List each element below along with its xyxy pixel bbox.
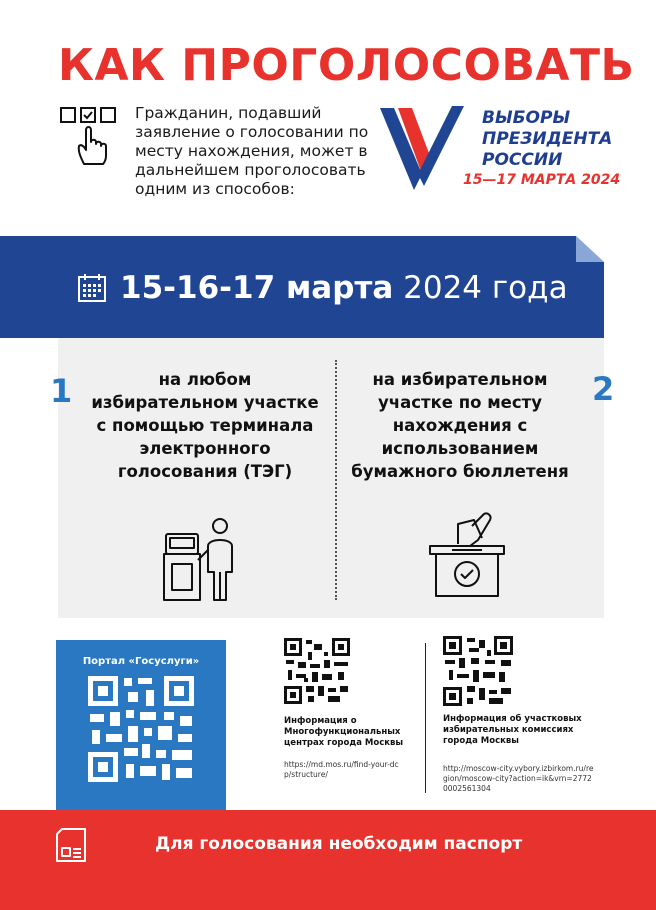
voting-dates-year: 2024 года	[403, 270, 568, 306]
ballot-box-icon	[428, 510, 506, 600]
voting-terminal-icon	[160, 516, 240, 604]
uik-caption: Информация об участковых избирательных комиссиях города Москвы	[443, 714, 582, 746]
method-1-number: 1	[50, 372, 73, 410]
footer-banner	[0, 810, 656, 910]
page-title: КАК ПРОГОЛОСОВАТЬ	[58, 40, 635, 91]
method-2-number: 2	[592, 370, 615, 408]
uik-link[interactable]: http://moscow-city.vybory.izbirkom.ru/region/moscow-city?action=ik&vrn=27720002561304	[443, 764, 594, 793]
mfc-link[interactable]: https://md.mos.ru/find-your-dcp/structure/	[284, 760, 399, 779]
checkbox-hand-icon	[60, 106, 126, 168]
election-v-logo-icon	[378, 104, 468, 194]
election-logo-text	[482, 108, 612, 171]
gosuslugi-label: Портал «Госуслуги»	[82, 656, 200, 667]
mfc-qr-icon[interactable]	[284, 638, 350, 704]
page-fold-icon	[576, 236, 606, 262]
uik-qr-icon[interactable]	[443, 636, 513, 706]
election-dates: 15—17 МАРТА 2024	[463, 172, 621, 188]
voting-dates-days: 15-16-17 марта	[120, 270, 394, 306]
passport-icon	[56, 828, 86, 862]
voting-dates	[120, 268, 568, 308]
intro-text: Гражданин, подавший заявление о голосовании по месту нахождения, может в дальнейшем проголосовать одним из способов:	[135, 104, 369, 198]
method-1-text: на любом избирательном участке с помощью терминала электронного голосования (ТЭГ)	[91, 370, 319, 481]
gosuslugi-qr-icon[interactable]	[88, 676, 194, 782]
passport-notice: Для голосования необходим паспорт	[155, 834, 523, 854]
mfc-caption: Информация о Многофункциональных центрах города Москвы	[284, 716, 404, 748]
qr-separator	[425, 643, 426, 793]
logo-line-2: ПРЕЗИДЕНТА	[482, 129, 613, 149]
calendar-icon	[78, 274, 106, 302]
method-2-text: на избирательном участке по месту нахождения с использованием бумажного бюллетеня	[351, 370, 569, 481]
methods-divider	[335, 360, 337, 600]
logo-line-3: РОССИИ	[482, 150, 563, 170]
logo-line-1: ВЫБОРЫ	[482, 108, 571, 128]
